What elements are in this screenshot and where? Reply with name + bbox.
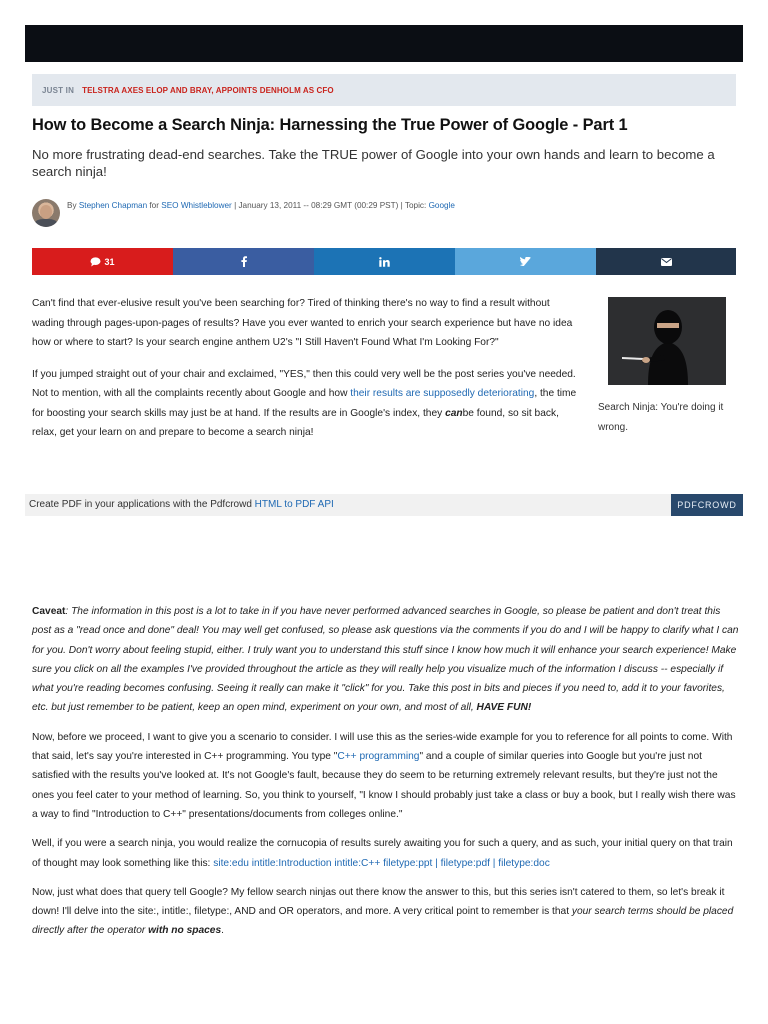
author-avatar[interactable]: [32, 199, 60, 227]
byline-date: | January 13, 2011 -- 08:29 GMT (00:29 PST) | Topic:: [234, 201, 427, 210]
linkedin-icon: [379, 257, 390, 267]
facebook-icon: [241, 256, 247, 267]
scenario-paragraph: Now, before we proceed, I want to give you a scenario to consider. I will use this as the series-wide example for you to reference for all points to come. With that said, let's say you're interested in C++ programming. You type "C++ programming" and a couple of similar queries into Google but you're just not satisfied with the results you've looked at. It's not Google's fault, because they do seem to be returning extremely relevant results, but they're just not the ones you feel cater to your method of learning. So, you think to yourself, "I know I should probably just take a class or buy a book, but I really wish there was a way to find "Introduction to C++" presentations/documents from colleges online.": [32, 731, 736, 820]
article-title: How to Become a Search Ninja: Harnessing the True Power of Google - Part 1: [32, 116, 628, 134]
article-subtitle: No more frustrating dead-end searches. Take the TRUE power of Google into your own hands and learn to become a search ninja!: [32, 147, 715, 179]
byline-for: for: [149, 201, 159, 210]
email-icon: [661, 258, 672, 266]
html-to-pdf-link[interactable]: HTML to PDF API: [254, 499, 334, 510]
just-in-bar[interactable]: [32, 74, 736, 106]
byline-meta: [67, 201, 455, 210]
twitter-share-button[interactable]: [455, 248, 596, 275]
intro-paragraph-2: If you jumped straight out of your chair and exclaimed, "YES," then this could very well be the post series you've needed. Not to mention, with all the complaints recently about Google and how their results are supposedly deteriorating, the time for boosting your search skills may just be at hand. If the results are in Google's index, they canbe found, so sit back, relax, get your learn on and prepare to become a search ninja!: [32, 368, 577, 438]
just-in-headline-link[interactable]: TELSTRA AXES ELOP AND BRAY, APPOINTS DENHOLM AS CFO: [82, 85, 334, 95]
comments-button[interactable]: [32, 248, 173, 275]
operators-paragraph: Now, just what does that query tell Google? My fellow search ninjas out there know the answer to this, but this series isn't catered to them, so let's break it down! I'll delve into the site:, intitle:, filetype:, AND and OR operators, and more. A very critical point to remember is that your search terms should be placed directly after the operator with no spaces.: [32, 886, 734, 937]
ninja-image: [608, 297, 726, 385]
topic-link[interactable]: Google: [428, 201, 455, 210]
share-bar: [32, 248, 736, 275]
just-in-label: JUST IN: [42, 85, 75, 95]
query-paragraph: Well, if you were a search ninja, you would realize the cornucopia of results surely awaiting you for such a query, and as such, your initial query on that train of thought may look something like this: site:edu intitle:Introduction intitle:C++ filetype:ppt | filetype:pdf | filetype:doc: [32, 838, 733, 869]
byline-by: By: [67, 201, 77, 210]
cpp-programming-link[interactable]: C++ programming: [337, 751, 420, 763]
twitter-icon: [520, 257, 531, 266]
comments-count: 31: [104, 256, 115, 267]
author-link[interactable]: Stephen Chapman: [78, 201, 148, 210]
intro-paragraph-1: Can't find that ever-elusive result you've been searching for? Tired of thinking there's no way to find a result without wading through pages-upon-pages of results? Have you ever wanted to enrich your search experience but have no idea how or where to start? Is your search engine anthem U2's "I Still Haven't Found What I'm Looking For?": [32, 298, 573, 348]
email-share-button[interactable]: [596, 248, 736, 275]
pdfcrowd-bar: [25, 494, 743, 516]
pdfcrowd-button[interactable]: PDFCROWD: [671, 494, 743, 516]
facebook-share-button[interactable]: [173, 248, 314, 275]
caveat-paragraph: Caveat: The information in this post is a lot to take in if you have never performed advanced searches in Google, so please be patient and don't treat this post as a "read once and done" deal! You may well get confused, so please ask questions via the comments if you do and I will be happy to clarify what I can for you. Don't worry about feeling stupid, either. I truly want you to understand this stuff since I know how much it will enhance your search experience! Make sure you click on all the examples I've provided throughout the article as they will really help you visualize much of the information I discuss -- especially if what you're reading becomes confusing. Seeing it really can make it "click" for you. Take this post in bits and pieces if you need to, add it to your favorites, etc. but just remember to be patient, keep an open mind, experiment on your own, and most of all, HAVE FUN!: [32, 606, 739, 714]
pdfcrowd-text: Create PDF in your applications with the Pdfcrowd HTML to PDF API: [29, 499, 334, 510]
article-intro: [32, 294, 584, 455]
example-query-link[interactable]: site:edu intitle:Introduction intitle:C++ filetype:ppt | filetype:pdf | filetype:doc: [213, 857, 550, 869]
byline: [32, 199, 742, 229]
linkedin-share-button[interactable]: [314, 248, 455, 275]
article-body: [32, 602, 740, 951]
deteriorating-results-link[interactable]: their results are supposedly deteriorating: [350, 388, 535, 399]
site-header-bar: [25, 25, 743, 62]
image-caption: Search Ninja: You're doing it wrong.: [598, 402, 724, 433]
comment-icon: [90, 257, 101, 267]
publication-link[interactable]: SEO Whistleblower: [161, 201, 232, 210]
